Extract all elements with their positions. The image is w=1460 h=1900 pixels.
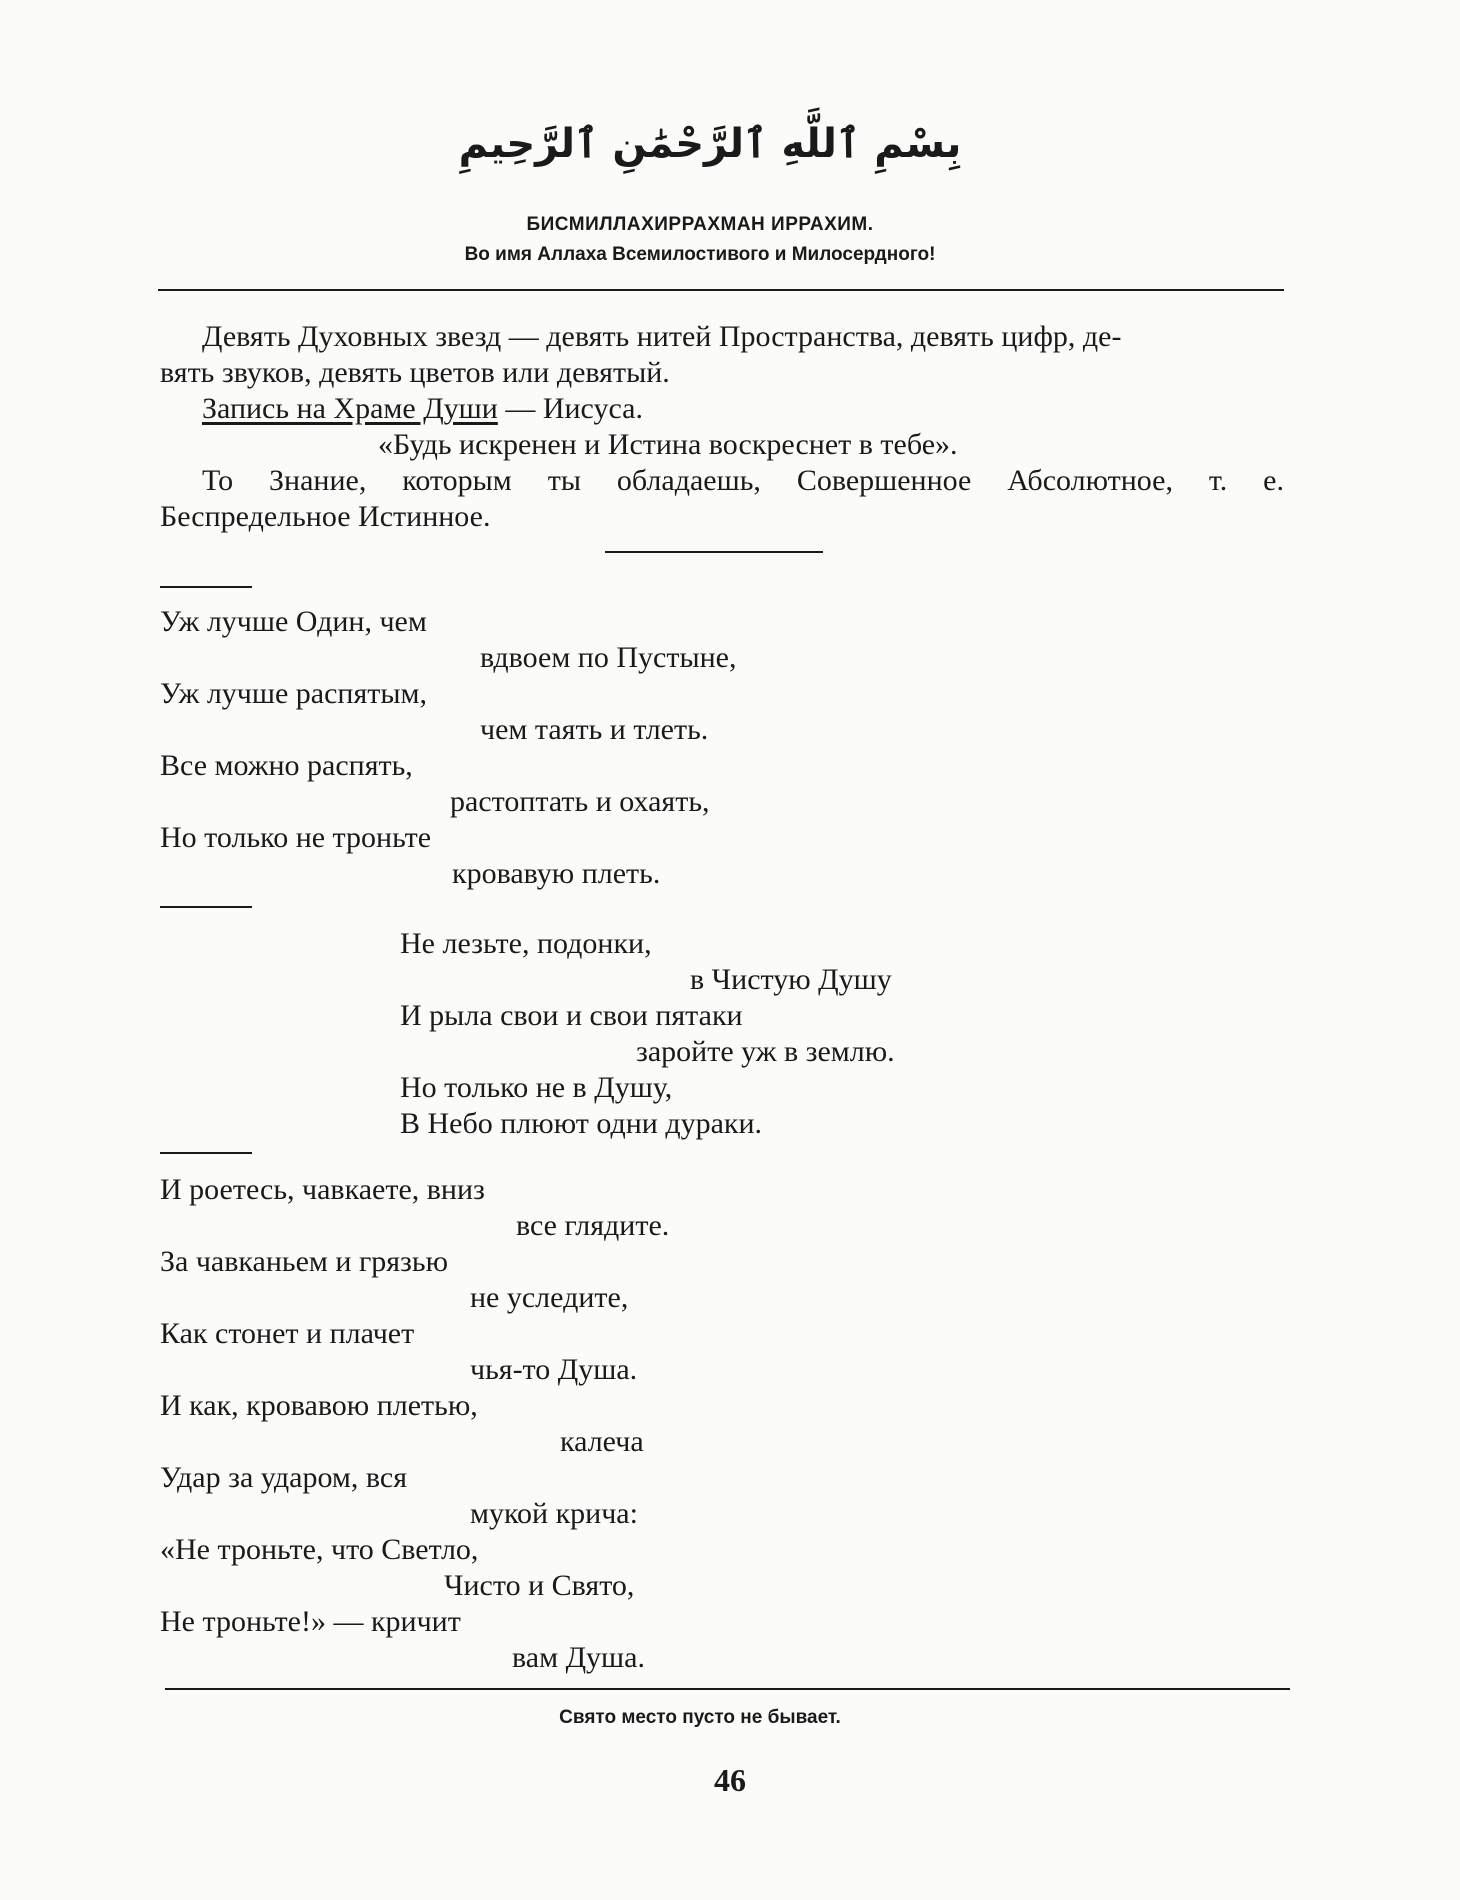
verse3-line-13: Не троньте!» — кричит: [160, 1605, 461, 1638]
verse1-dash: [160, 586, 252, 588]
verse1-line-7: Но только не троньте: [160, 821, 432, 854]
verse1-line-4: чем таять и тлеть.: [480, 713, 709, 746]
verse2-line-2: в Чистую Душу: [690, 963, 892, 996]
verse3-line-6: чья-то Душа.: [470, 1353, 638, 1386]
quote-line: «Будь искренен и Истина воскреснет в тебе».: [378, 428, 958, 461]
verse1-line-8: кровавую плеть.: [452, 857, 661, 890]
verse3-dash: [160, 1152, 252, 1154]
prose-line-6: Беспредельное Истинное.: [160, 500, 491, 533]
footer-proverb: Свято место пусто не бывает.: [559, 1707, 841, 1728]
verse3-line-8: калеча: [560, 1425, 644, 1458]
section-divider: [605, 551, 823, 553]
verse2-line-4: заройте уж в землю.: [636, 1035, 895, 1068]
verse2-dash: [160, 906, 252, 908]
page-number: 46: [714, 1762, 746, 1798]
verse3-line-4: не уследите,: [470, 1281, 629, 1314]
verse3-line-12: Чисто и Свято,: [444, 1569, 635, 1602]
prose-line-2: вять звуков, девять цветов или девятый.: [160, 356, 670, 389]
verse1-line-2: вдвоем по Пустыне,: [480, 641, 737, 674]
prose-line-5: То Знание, которым ты обладаешь, Совершенное Абсолютное, т. е.: [202, 464, 1284, 497]
verse3-line-7: И как, кровавою плетью,: [160, 1389, 478, 1422]
bismillah-arabic: بِسْمِ ٱللَّهِ ٱلرَّحْمَٰنِ ٱلرَّحِيمِ: [458, 121, 962, 167]
bismillah-calligraphy: [458, 95, 962, 195]
verse3-line-3: За чавканьем и грязью: [160, 1245, 448, 1278]
prose-line-1: Девять Духовных звезд — девять нитей Пространства, девять цифр, де-: [202, 320, 1122, 353]
verse1-line-5: Все можно распять,: [160, 749, 413, 782]
footer-divider: [165, 1688, 1290, 1690]
verse2-line-6: В Небо плюют одни дураки.: [400, 1107, 763, 1140]
header-title: БИСМИЛЛАХИРРАХМАН ИРРАХИМ.: [526, 214, 874, 235]
verse3-line-2: все глядите.: [516, 1209, 670, 1242]
prose-record-line: [202, 391, 643, 427]
header-subtitle: Во имя Аллаха Всемилостивого и Милосердного!: [464, 244, 936, 265]
verse3-line-1: И роетесь, чавкаете, вниз: [160, 1173, 485, 1206]
verse1-line-1: Уж лучше Один, чем: [160, 605, 427, 638]
verse3-line-11: «Не троньте, что Светло,: [160, 1533, 479, 1566]
verse2-line-5: Но только не в Душу,: [400, 1071, 673, 1104]
verse3-line-9: Удар за ударом, вся: [160, 1461, 407, 1494]
verse2-line-1: Не лезьте, подонки,: [400, 927, 652, 960]
verse2-line-3: И рыла свои и свои пятаки: [400, 999, 743, 1032]
verse1-line-6: растоптать и охаять,: [450, 785, 710, 818]
verse3-line-5: Как стонет и плачет: [160, 1317, 415, 1350]
verse1-line-3: Уж лучше распятым,: [160, 677, 428, 710]
temple-record-link: Запись на Храме Души: [202, 392, 498, 425]
verse3-line-10: мукой крича:: [470, 1497, 638, 1530]
header-divider: [158, 289, 1284, 291]
record-attribution: — Иисуса.: [497, 392, 643, 425]
verse3-line-14: вам Душа.: [512, 1641, 645, 1674]
